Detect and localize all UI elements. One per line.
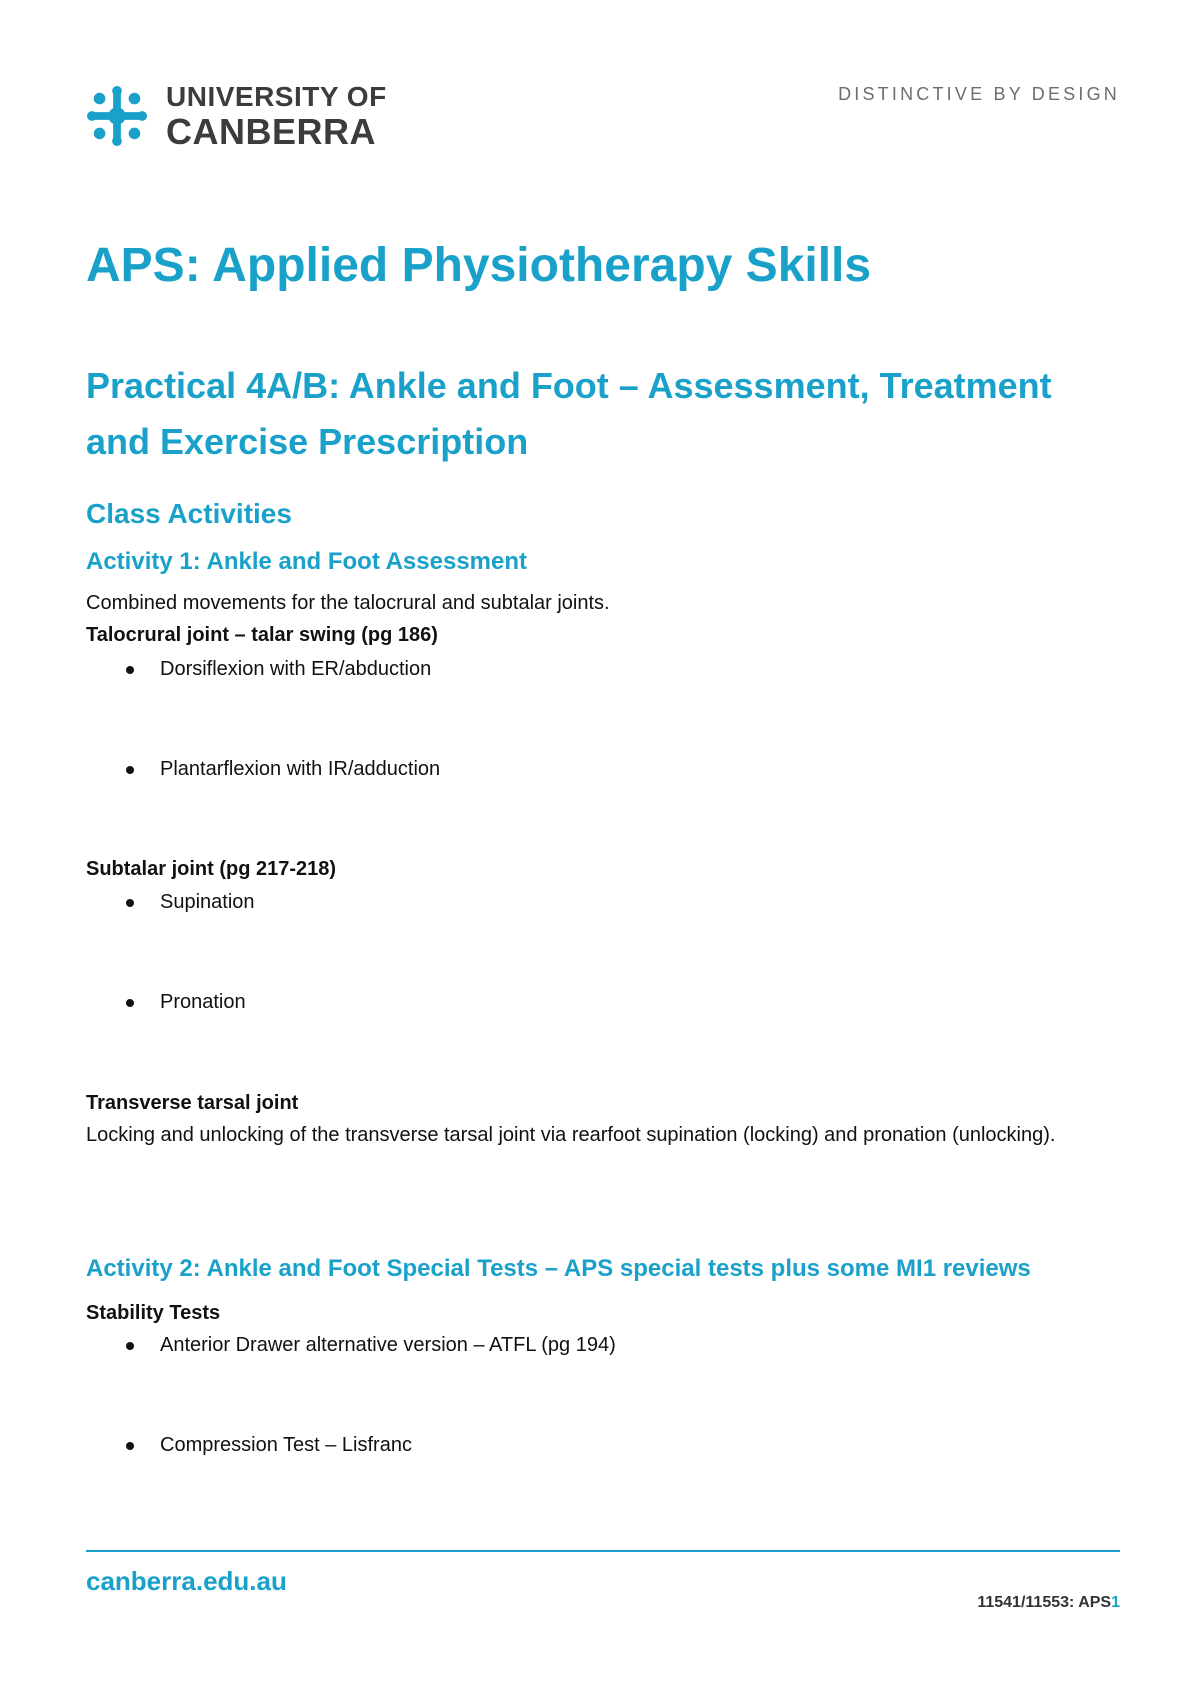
- bullet-icon: [126, 1442, 134, 1450]
- talocrural-heading: Talocrural joint – talar swing (pg 186): [86, 624, 438, 646]
- bullet-icon: [126, 666, 134, 674]
- university-logo: [86, 80, 387, 152]
- list-item-text: Supination: [160, 891, 255, 913]
- list-item-text: Plantarflexion with IR/adduction: [160, 758, 441, 780]
- document-title: APS: Applied Physiotherapy Skills: [86, 239, 872, 292]
- transverse-heading: Transverse tarsal joint: [86, 1092, 299, 1114]
- bullet-icon: [126, 766, 134, 774]
- list-item: [126, 991, 246, 1014]
- stability-heading: Stability Tests: [86, 1302, 221, 1324]
- activity-1-heading: Activity 1: Ankle and Foot Assessment: [86, 548, 527, 575]
- list-item: [126, 658, 431, 681]
- logo-wordmark: [166, 80, 387, 152]
- section-heading: Class Activities: [86, 498, 292, 529]
- activity-2-heading: Activity 2: Ankle and Foot Special Tests – APS special tests plus some MI1 reviews: [86, 1255, 1031, 1282]
- footer-url: canberra.edu.au: [86, 1566, 287, 1596]
- list-item-text: Anterior Drawer alternative version – ATFL (pg 194): [160, 1334, 616, 1356]
- list-item: [126, 1334, 616, 1357]
- list-item: [126, 758, 440, 781]
- transverse-text: Locking and unlocking of the transverse tarsal joint via rearfoot supination (locking) and pronation (unlocking).: [86, 1124, 1056, 1146]
- list-item-text: Compression Test – Lisfranc: [160, 1434, 412, 1456]
- list-item: [126, 1434, 412, 1457]
- logo-line-2: CANBERRA: [166, 110, 376, 152]
- activity-1-intro: Combined movements for the talocrural and subtalar joints.: [86, 592, 610, 614]
- logo-line-1: UNIVERSITY OF: [166, 80, 387, 112]
- bullet-icon: [126, 1342, 134, 1350]
- university-cross-logo-icon: [86, 85, 148, 147]
- subtalar-heading: Subtalar joint (pg 217-218): [86, 858, 337, 880]
- tagline: DISTINCTIVE BY DESIGN: [838, 84, 1120, 104]
- page-prefix: 11541/11553: APS: [977, 1594, 1112, 1611]
- list-item-text: Dorsiflexion with ER/abduction: [160, 658, 432, 680]
- footer-divider: [86, 1550, 1120, 1552]
- list-item: [126, 891, 255, 914]
- page-number: 1: [1111, 1594, 1120, 1611]
- bullet-icon: [126, 899, 134, 907]
- list-item-text: Pronation: [160, 991, 246, 1013]
- bullet-icon: [126, 999, 134, 1007]
- document-subtitle: Practical 4A/B: Ankle and Foot – Assessment, Treatment and Exercise Prescription: [86, 365, 1052, 462]
- footer-page-label: [977, 1594, 1120, 1612]
